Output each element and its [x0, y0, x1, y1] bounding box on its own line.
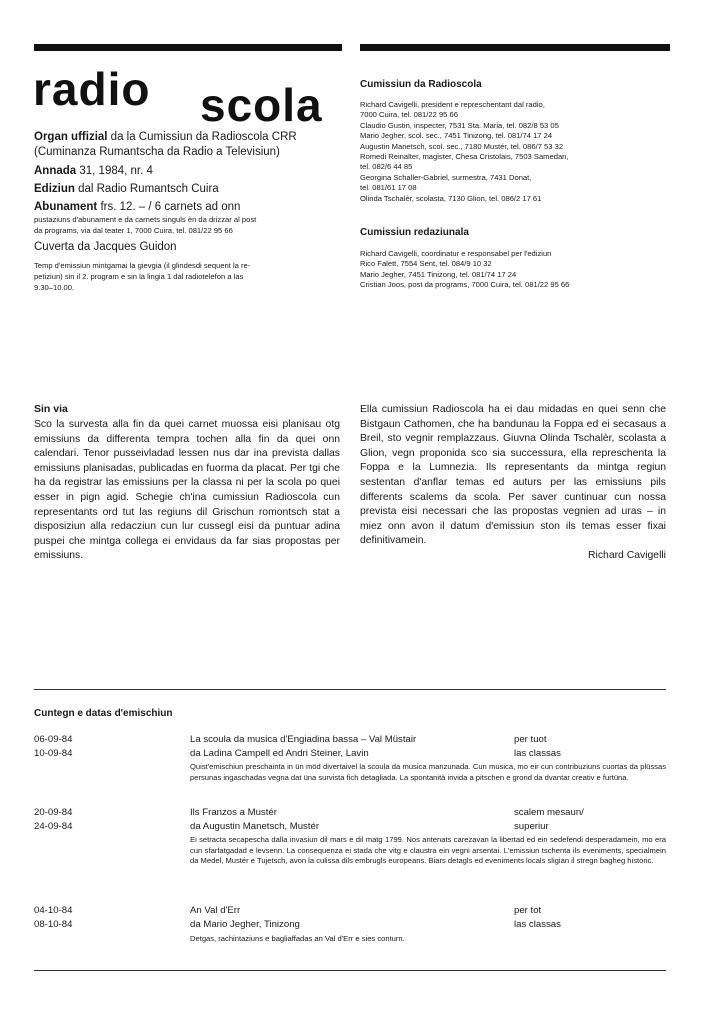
- member-line: Richard Cavigelli, coordinatur e responsabel per l'ediziun: [360, 249, 552, 258]
- temp-line: Temp d'emissiun mintgamai la gievgia (il glindesdi sequent la re-: [34, 261, 251, 270]
- schedule-title: Cuntegn e datas d'emischiun: [34, 708, 173, 719]
- abunament-note: [34, 215, 340, 236]
- entry-date: 20-09-84: [34, 807, 73, 818]
- abunament-label: Abunament: [34, 201, 98, 213]
- annada-text: 31, 1984, nr. 4: [76, 165, 153, 177]
- cumissiun-radioscola-title: Cumissiun da Radioscola: [360, 79, 482, 90]
- entry-description: Detgas, rachintaziuns e bagliaffadas an Val d'Err e sies conturn.: [190, 934, 405, 943]
- imprint-abunament: [34, 200, 340, 215]
- entry-date: 10-09-84: [34, 748, 73, 759]
- top-rule-left: [34, 44, 342, 51]
- imprint-organ: [34, 130, 340, 160]
- entry-audience: [514, 904, 561, 932]
- imprint-annada: [34, 164, 340, 179]
- member-line: Richard Cavigelli, president e represchentant dal radio,: [360, 100, 545, 109]
- emission-time-note: [34, 260, 340, 293]
- sin-via-left-paragraph: Sco la survesta alla fin da quei carnet muossa eisi planisau otg emissiuns da differenta tempra tochen alla fin da quei onn calendari. Tenor pusseivladad lessen nus dar ina prevista dallas emissiuns planisadas, publicadas en fuorma da placat. Per tgi che ha da registrar las emissiuns per la classa ni per la scola po quei esser in pign agid. Schegie ch'ina cumissiun Radioscola cun representants ord tut las regiuns dil Grischun romontsch stat a disposiziun alla redacziun cun lur cussegl eisi da puntuar adina puspei che mintga collega ei envidaus da far sias propostas per emissiuns.: [34, 419, 340, 562]
- entry-date: 24-09-84: [34, 821, 73, 832]
- entry-date: 08-10-84: [34, 919, 73, 930]
- temp-line: petiziun) sin il 2. program e sin la lingia 1 dal radiotelefon a las: [34, 272, 244, 281]
- entry-description: Quist'emischiun preschainta in ün möd divertaivel la scoula da musica manzunada. Cun musica, mo eir cun contribuziuns cuortas da plüssas persunas ingaschadas vegna dat üna survista fich detagliada. La spontanità invida a pitschen e grond da dvantar creativ e furtüna.: [190, 762, 666, 782]
- entry-title: La scoula da musica d'Engiadina bassa – Val Müstair: [190, 734, 417, 745]
- cumissiun-redaziunala-title: Cumissiun redaziunala: [360, 227, 469, 238]
- abunament-text: frs. 12. – / 6 carnets ad onn: [97, 201, 241, 213]
- member-line: 7000 Cuira, tel. 081/22 95 66: [360, 110, 458, 120]
- entry-audience-line: las classas: [514, 748, 561, 759]
- schedule-top-rule: [34, 689, 666, 690]
- entry-title: An Val d'Err: [190, 905, 241, 916]
- cumissiun-radioscola-list: [360, 100, 569, 204]
- cuverta-credit: Cuverta da Jacques Guidon: [34, 241, 177, 253]
- masthead-radio: radio: [33, 63, 151, 115]
- entry-title-block: [190, 733, 416, 761]
- entry-audience: [514, 733, 561, 761]
- member-line: tel. 082/6 44 85: [360, 162, 413, 172]
- member-line: Mario Jegher, 7451 Tinizong, tel. 081/74 17 24: [360, 269, 517, 279]
- entry-audience-line: las classas: [514, 919, 561, 930]
- sin-via-left-text: [34, 418, 340, 564]
- entry-audience-line: per tot: [514, 905, 542, 916]
- member-line: tel. 081/61 17 08: [360, 183, 417, 193]
- member-line: Cristian Joos, post da programs, 7000 Cuira, tel. 081/22 95 66: [360, 280, 570, 290]
- sin-via-right-paragraph: Ella cumissiun Radioscola ha ei dau midadas en quei senn che Bistgaun Cathomen, che ha bandunau la Foppa ed ei secasaus a Breil, sto vegnir remplazzaus. Giuvna Olinda Tschalèr, scolasta a Glion, vegn proponida sco sia successura, ella represchenta la Foppa e la Lumnezia. Ils representants da mintga regiun sestentan d'anflar temas ed auturs per las emissiuns pils differents scalems da scola. Per saver cuntinuar cun nossa prevista eisi necessari che las propostas vegnien ad uras – in miez onn avon il datum d'emissiun ston ils temas esser fixai definitivamein.: [360, 404, 666, 547]
- entry-author: da Ladina Campell ed Andri Steiner, Lavin: [190, 748, 369, 759]
- signature: Richard Cavigelli: [588, 549, 666, 561]
- entry-date: 06-09-84: [34, 734, 73, 745]
- member-line: Claudio Gustin, inspecter, 7531 Sta. Maria, tel. 082/8 53 05: [360, 120, 559, 130]
- ediziun-label: Ediziun: [34, 183, 75, 195]
- entry-audience: [514, 806, 584, 834]
- temp-line: 9.30–10.00.: [34, 283, 75, 292]
- schedule-bottom-rule: [34, 970, 666, 971]
- imprint-ediziun: [34, 182, 340, 197]
- organ-text: da la Cumissiun da Radioscola CRR: [107, 131, 297, 143]
- organ-line2: (Cuminanza Rumantscha da Radio a Televisiun): [34, 146, 280, 158]
- masthead-scola: scola: [200, 79, 323, 131]
- sin-via-right-text: [360, 403, 666, 564]
- member-line: Romedi Reinalter, magister, Chesa Cristolais, 7503 Samedan,: [360, 152, 569, 162]
- entry-dates: [34, 904, 72, 932]
- member-line: Rico Falett, 7554 Sent, tel. 084/9 10 32: [360, 259, 492, 269]
- entry-audience-line: scalem mesaun/: [514, 807, 584, 818]
- entry-date: 04-10-84: [34, 905, 73, 916]
- entry-title: Ils Franzos a Mustér: [190, 807, 277, 818]
- entry-dates: [34, 733, 72, 761]
- entry-title-block: [190, 806, 319, 834]
- abunament-note-line: pustaziuns d'abunament e da carnets singuls èn da drizzar al post: [34, 215, 257, 224]
- member-line: Georgina Schaller-Gabriel, surmestra, 7431 Donat,: [360, 172, 532, 182]
- cumissiun-redaziunala-list: [360, 249, 569, 291]
- entry-audience-line: superiur: [514, 821, 549, 832]
- member-line: Augustin Manetsch, scol. sec., 7180 Mustér, tel. 086/7 53 32: [360, 141, 564, 151]
- sin-via-title: Sin via: [34, 403, 68, 415]
- entry-dates: [34, 806, 72, 834]
- entry-author: da Mario Jegher, Tinizong: [190, 919, 300, 930]
- entry-audience-line: per tuot: [514, 734, 547, 745]
- entry-description: Ei setracta secapescha dalla invasiun dil mars e dil matg 1799. Nos antenats carezavan la libertad ed ein sedefendi desperadamein, mo era cun sfarfatgadad e levsenn. La consequenza ei stada che vitg e claustra ein vegni arsentai. L'emissiun tschenta ils eveniments, specialmein da Medel, Mustér e Tujetsch, avon la culissa dils embrugls europeans. Biars detagls ed eveniments locals sligian il stregn bagheg historic.: [190, 835, 666, 866]
- annada-label: Annada: [34, 165, 77, 177]
- ediziun-text: dal Radio Rumantsch Cuira: [74, 183, 219, 195]
- organ-label: Organ uffizial: [34, 131, 108, 143]
- entry-author: da Augustin Manetsch, Mustér: [190, 821, 320, 832]
- member-line: Olinda Tschalèr, scolasta, 7130 Glion, tel. 086/2 17 61: [360, 193, 542, 203]
- member-line: Mario Jegher, scol. sec., 7451 Tinizong, tel. 081/74 17 24: [360, 131, 553, 141]
- top-rule-right: [360, 44, 670, 51]
- abunament-note-line: da programs, via dal teater 1, 7000 Cuira, tel. 081/22 95 66: [34, 225, 233, 235]
- entry-title-block: [190, 904, 300, 932]
